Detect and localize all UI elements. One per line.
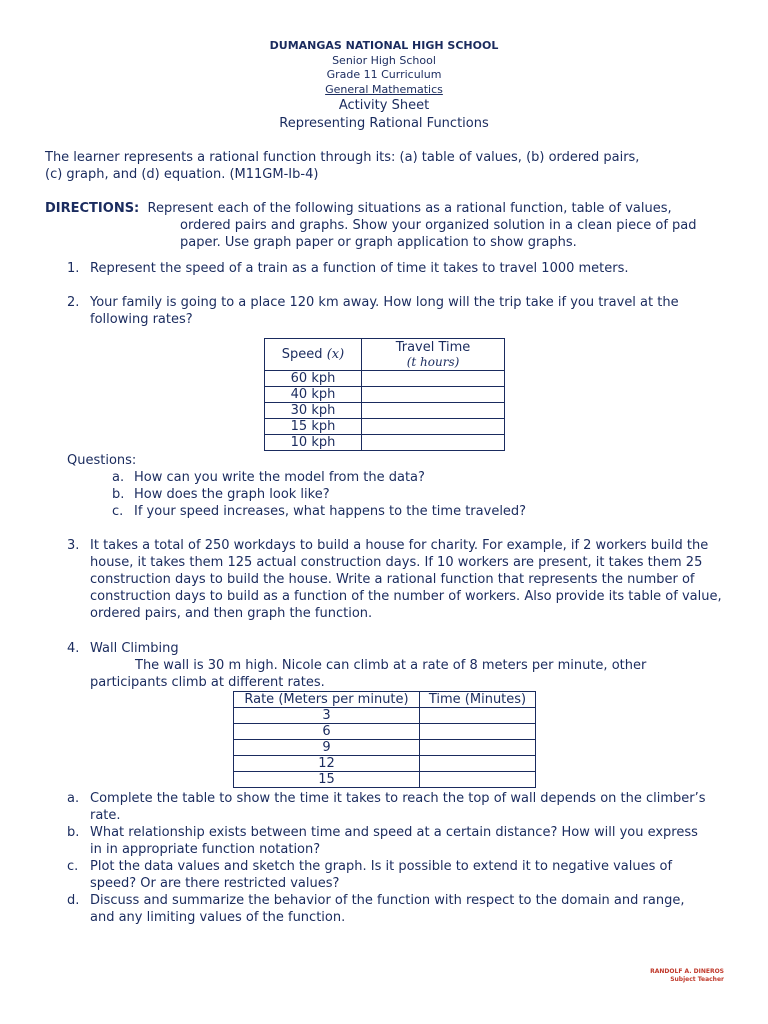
table-row xyxy=(265,435,505,451)
rate-header: Rate (Meters per minute) xyxy=(234,692,420,708)
questions-label: Questions: xyxy=(67,453,137,468)
travel-time-header-label: Travel Time xyxy=(395,339,471,355)
speed-cell: 40 kph xyxy=(265,387,362,403)
speed-cell: 30 kph xyxy=(265,403,362,419)
item-4-text: The wall is 30 m high. Nicole can climb at a rate of 8 meters per minute, other participants climb at different rates. xyxy=(90,658,647,690)
curriculum: Grade 11 Curriculum xyxy=(326,68,442,81)
item-number: 4. xyxy=(67,641,80,656)
question-text: How does the graph look like? xyxy=(134,487,330,502)
directions-line: Represent each of the following situations as a rational function, table of values, xyxy=(147,201,672,216)
item-number: 2. xyxy=(67,295,80,310)
item-4-title: Wall Climbing xyxy=(90,641,179,656)
intro-line: (c) graph, and (d) equation. (M11GM-Ib-4) xyxy=(45,167,319,182)
learning-competency xyxy=(45,149,639,183)
rate-cell: 3 xyxy=(234,708,420,724)
sheet-title: Activity Sheet xyxy=(338,98,430,113)
blank-answer-cell xyxy=(362,435,505,451)
item-number: 1. xyxy=(67,261,80,276)
task-text: Plot the data values and sketch the graph. Is it possible to extend it to negative values of speed? Or are there restricted values? xyxy=(90,859,673,891)
table-row xyxy=(265,371,505,387)
table-row xyxy=(265,387,505,403)
table-row xyxy=(234,724,536,740)
blank-answer-cell xyxy=(420,724,536,740)
blank-answer-cell xyxy=(420,756,536,772)
task-letter: a. xyxy=(67,791,80,806)
table-row xyxy=(234,708,536,724)
table-row xyxy=(234,692,536,708)
blank-answer-cell xyxy=(420,740,536,756)
speed-cell: 60 kph xyxy=(265,371,362,387)
blank-answer-cell xyxy=(362,371,505,387)
task-letter: b. xyxy=(67,825,80,840)
task-text: What relationship exists between time and speed at a certain distance? How will you express in in appropriate function notation? xyxy=(90,825,698,857)
teacher-signature xyxy=(650,968,724,984)
blank-answer-cell xyxy=(362,419,505,435)
item-2-text: Your family is going to a place 120 km away. How long will the trip take if you travel at the following rates? xyxy=(90,295,679,327)
table-row xyxy=(234,756,536,772)
blank-answer-cell xyxy=(362,387,505,403)
item-1-text: Represent the speed of a train as a function of time it takes to travel 1000 meters. xyxy=(90,261,629,276)
rate-time-table xyxy=(233,691,536,788)
question-text: How can you write the model from the data? xyxy=(134,470,425,485)
task-text: Complete the table to show the time it takes to reach the top of wall depends on the climber’s rate. xyxy=(90,791,706,823)
table-header xyxy=(265,339,362,371)
time-header: Time (Minutes) xyxy=(420,692,536,708)
subject-title: General Mathematics xyxy=(325,83,443,96)
rate-cell: 12 xyxy=(234,756,420,772)
table-header xyxy=(362,339,505,371)
blank-answer-cell xyxy=(420,708,536,724)
task-letter: d. xyxy=(67,893,80,908)
directions-label: DIRECTIONS: xyxy=(45,201,140,216)
school-level: Senior High School xyxy=(332,54,436,67)
question-letter: b. xyxy=(112,487,125,502)
table-row xyxy=(265,419,505,435)
rate-cell: 6 xyxy=(234,724,420,740)
question-letter: a. xyxy=(112,470,125,485)
table-row xyxy=(234,772,536,788)
task-text: Discuss and summarize the behavior of the function with respect to the domain and range, and any limiting values of the function. xyxy=(90,893,685,925)
directions xyxy=(45,200,697,251)
speed-header-label: Speed xyxy=(281,347,323,362)
question-text: If your speed increases, what happens to the time traveled? xyxy=(134,504,527,519)
item-number: 3. xyxy=(67,538,80,553)
task-letter: c. xyxy=(67,859,79,874)
teacher-title: Subject Teacher xyxy=(670,976,724,983)
intro-line: The learner represents a rational function through its: (a) table of values, (b) ordered pairs, xyxy=(45,150,640,165)
travel-time-header-unit: (t hours) xyxy=(406,354,460,369)
rate-cell: 9 xyxy=(234,740,420,756)
blank-answer-cell xyxy=(362,403,505,419)
speed-time-table xyxy=(264,338,505,451)
rate-cell: 15 xyxy=(234,772,420,788)
teacher-name: RANDOLF A. DINEROS xyxy=(650,968,724,975)
topic-title: Representing Rational Functions xyxy=(279,116,489,131)
speed-cell: 10 kph xyxy=(265,435,362,451)
question-letter: c. xyxy=(112,504,124,519)
directions-line: paper. Use graph paper or graph application to show graphs. xyxy=(180,235,577,250)
directions-line: ordered pairs and graphs. Show your organized solution in a clean piece of pad xyxy=(180,218,697,233)
item-3-text: It takes a total of 250 workdays to build a house for charity. For example, if 2 workers build the house, it takes them 125 actual construction days. If 10 workers are present, it takes them 25 construction days to build the house. Write a rational function that represents the number of construction days to build as a function of the number of workers. Also provide its table of value, ordered pairs, and then graph the function. xyxy=(90,538,722,621)
school-name: DUMANGAS NATIONAL HIGH SCHOOL xyxy=(269,39,499,52)
blank-answer-cell xyxy=(420,772,536,788)
speed-header-variable: (x) xyxy=(326,347,345,362)
table-row xyxy=(265,403,505,419)
table-row xyxy=(234,740,536,756)
speed-cell: 15 kph xyxy=(265,419,362,435)
